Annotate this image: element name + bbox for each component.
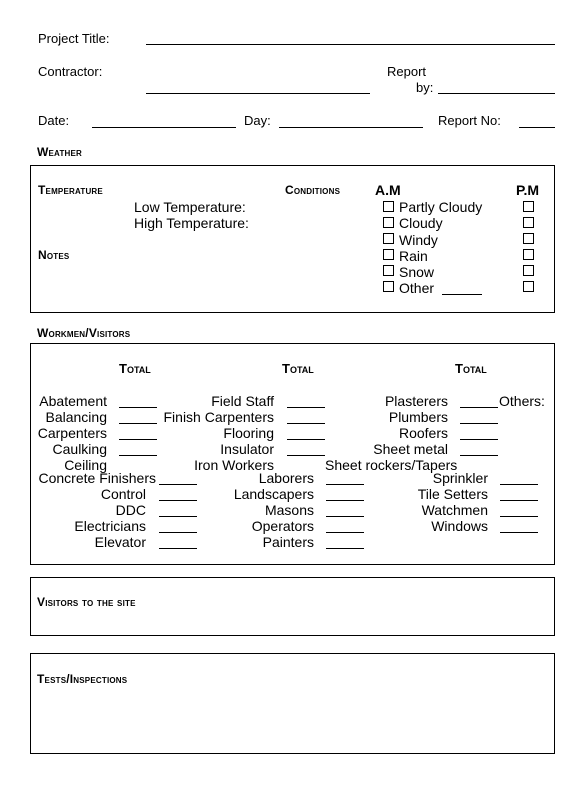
tests-box[interactable] [30,653,555,754]
trade-count-field[interactable] [287,407,325,408]
trade-label: Painters [262,534,314,550]
condition-option: Cloudy [399,215,443,231]
trade-label: Finish Carpenters [163,409,274,425]
high-temp-label: High Temperature: [134,215,249,231]
total-label: Total [119,361,151,376]
am-label: A.M [375,182,401,198]
total-label: Total [282,361,314,376]
trade-label: Caulking [52,441,107,457]
trade-label: Control [100,486,146,502]
trade-count-field[interactable] [119,407,157,408]
trade-label: Ceiling [64,457,107,473]
am-checkbox[interactable] [383,201,394,212]
trade-label: Concrete Finishers [38,470,156,486]
am-checkbox[interactable] [383,249,394,260]
pm-checkbox[interactable] [523,201,534,212]
am-checkbox[interactable] [383,265,394,276]
other-condition-field[interactable] [442,294,482,295]
trade-label: Abatement [39,393,107,409]
pm-label: P.M [516,182,540,198]
trade-label: Landscapers [233,486,314,502]
others-label: Others: [499,393,545,409]
notes-label: Notes [38,248,70,262]
trade-count-field[interactable] [326,484,364,485]
project-title-label: Project Title: [38,31,110,46]
report-by-field[interactable] [438,93,555,94]
trade-count-field[interactable] [460,439,498,440]
condition-option: Partly Cloudy [399,199,483,215]
trade-count-field[interactable] [326,516,364,517]
total-label: Total [455,361,487,376]
trade-label: DDC [115,502,146,518]
am-checkbox[interactable] [383,233,394,244]
trade-label: Masons [264,502,314,518]
trade-label: Electricians [74,518,146,534]
trade-count-field[interactable] [326,548,364,549]
report-no-field[interactable] [519,127,555,128]
tests-heading: Tests/Inspections [37,672,128,686]
trade-count-field[interactable] [119,423,157,424]
trade-count-field[interactable] [159,500,197,501]
weather-heading: Weather [37,145,83,159]
day-field[interactable] [279,127,423,128]
trade-label: Watchmen [421,502,488,518]
pm-checkbox[interactable] [523,217,534,228]
visitors-heading: Visitors to the site [37,595,136,609]
am-checkbox[interactable] [383,281,394,292]
trade-count-field[interactable] [287,423,325,424]
contractor-field[interactable] [146,93,370,94]
trade-label: Elevator [94,534,146,550]
trade-count-field[interactable] [460,423,498,424]
trade-count-field[interactable] [460,455,498,456]
pm-checkbox[interactable] [523,233,534,244]
day-label: Day: [244,113,271,128]
project-title-field[interactable] [146,44,555,45]
condition-option: Snow [399,264,435,280]
trade-count-field[interactable] [500,500,538,501]
pm-checkbox[interactable] [523,265,534,276]
trade-label: Iron Workers [194,457,274,473]
trade-label: Flooring [223,425,274,441]
trade-label: Sheet rockers/Tapers [325,457,458,473]
temperature-label: Temperature [38,183,103,197]
condition-option: Other [399,280,435,296]
trade-label: Plumbers [388,409,448,425]
trade-label: Roofers [398,425,448,441]
trade-count-field[interactable] [500,532,538,533]
report-label: Report [387,64,427,79]
conditions-label: Conditions [285,183,341,197]
workmen-heading: Workmen/Visitors [37,326,131,340]
trade-label: Plasterers [384,393,448,409]
trade-count-field[interactable] [326,532,364,533]
trade-count-field[interactable] [287,455,325,456]
trade-count-field[interactable] [159,548,197,549]
am-checkbox[interactable] [383,217,394,228]
trade-count-field[interactable] [500,516,538,517]
condition-option: Windy [399,232,438,248]
trade-label: Operators [251,518,314,534]
trade-label: Windows [431,518,488,534]
trade-label: Laborers [258,470,314,486]
trade-label: Field Staff [211,393,274,409]
date-label: Date: [38,113,70,128]
trade-count-field[interactable] [159,516,197,517]
condition-option: Rain [399,248,428,264]
trade-label: Insulator [220,441,274,457]
pm-checkbox[interactable] [523,249,534,260]
trade-label: Sheet metal [373,441,448,457]
trade-label: Sprinkler [432,470,488,486]
report-by-label: by: [416,80,434,95]
trade-label: Carpenters [37,425,107,441]
low-temp-label: Low Temperature: [134,199,246,215]
trade-count-field[interactable] [460,407,498,408]
trade-count-field[interactable] [287,439,325,440]
trade-count-field[interactable] [159,532,197,533]
trade-count-field[interactable] [500,484,538,485]
trade-count-field[interactable] [159,484,197,485]
trade-count-field[interactable] [119,439,157,440]
trade-label: Tile Setters [417,486,488,502]
trade-count-field[interactable] [119,455,157,456]
report-no-label: Report No: [438,113,501,128]
contractor-label: Contractor: [38,64,103,79]
trade-count-field[interactable] [326,500,364,501]
trade-label: Balancing [45,409,107,425]
date-field[interactable] [92,127,236,128]
pm-checkbox[interactable] [523,281,534,292]
